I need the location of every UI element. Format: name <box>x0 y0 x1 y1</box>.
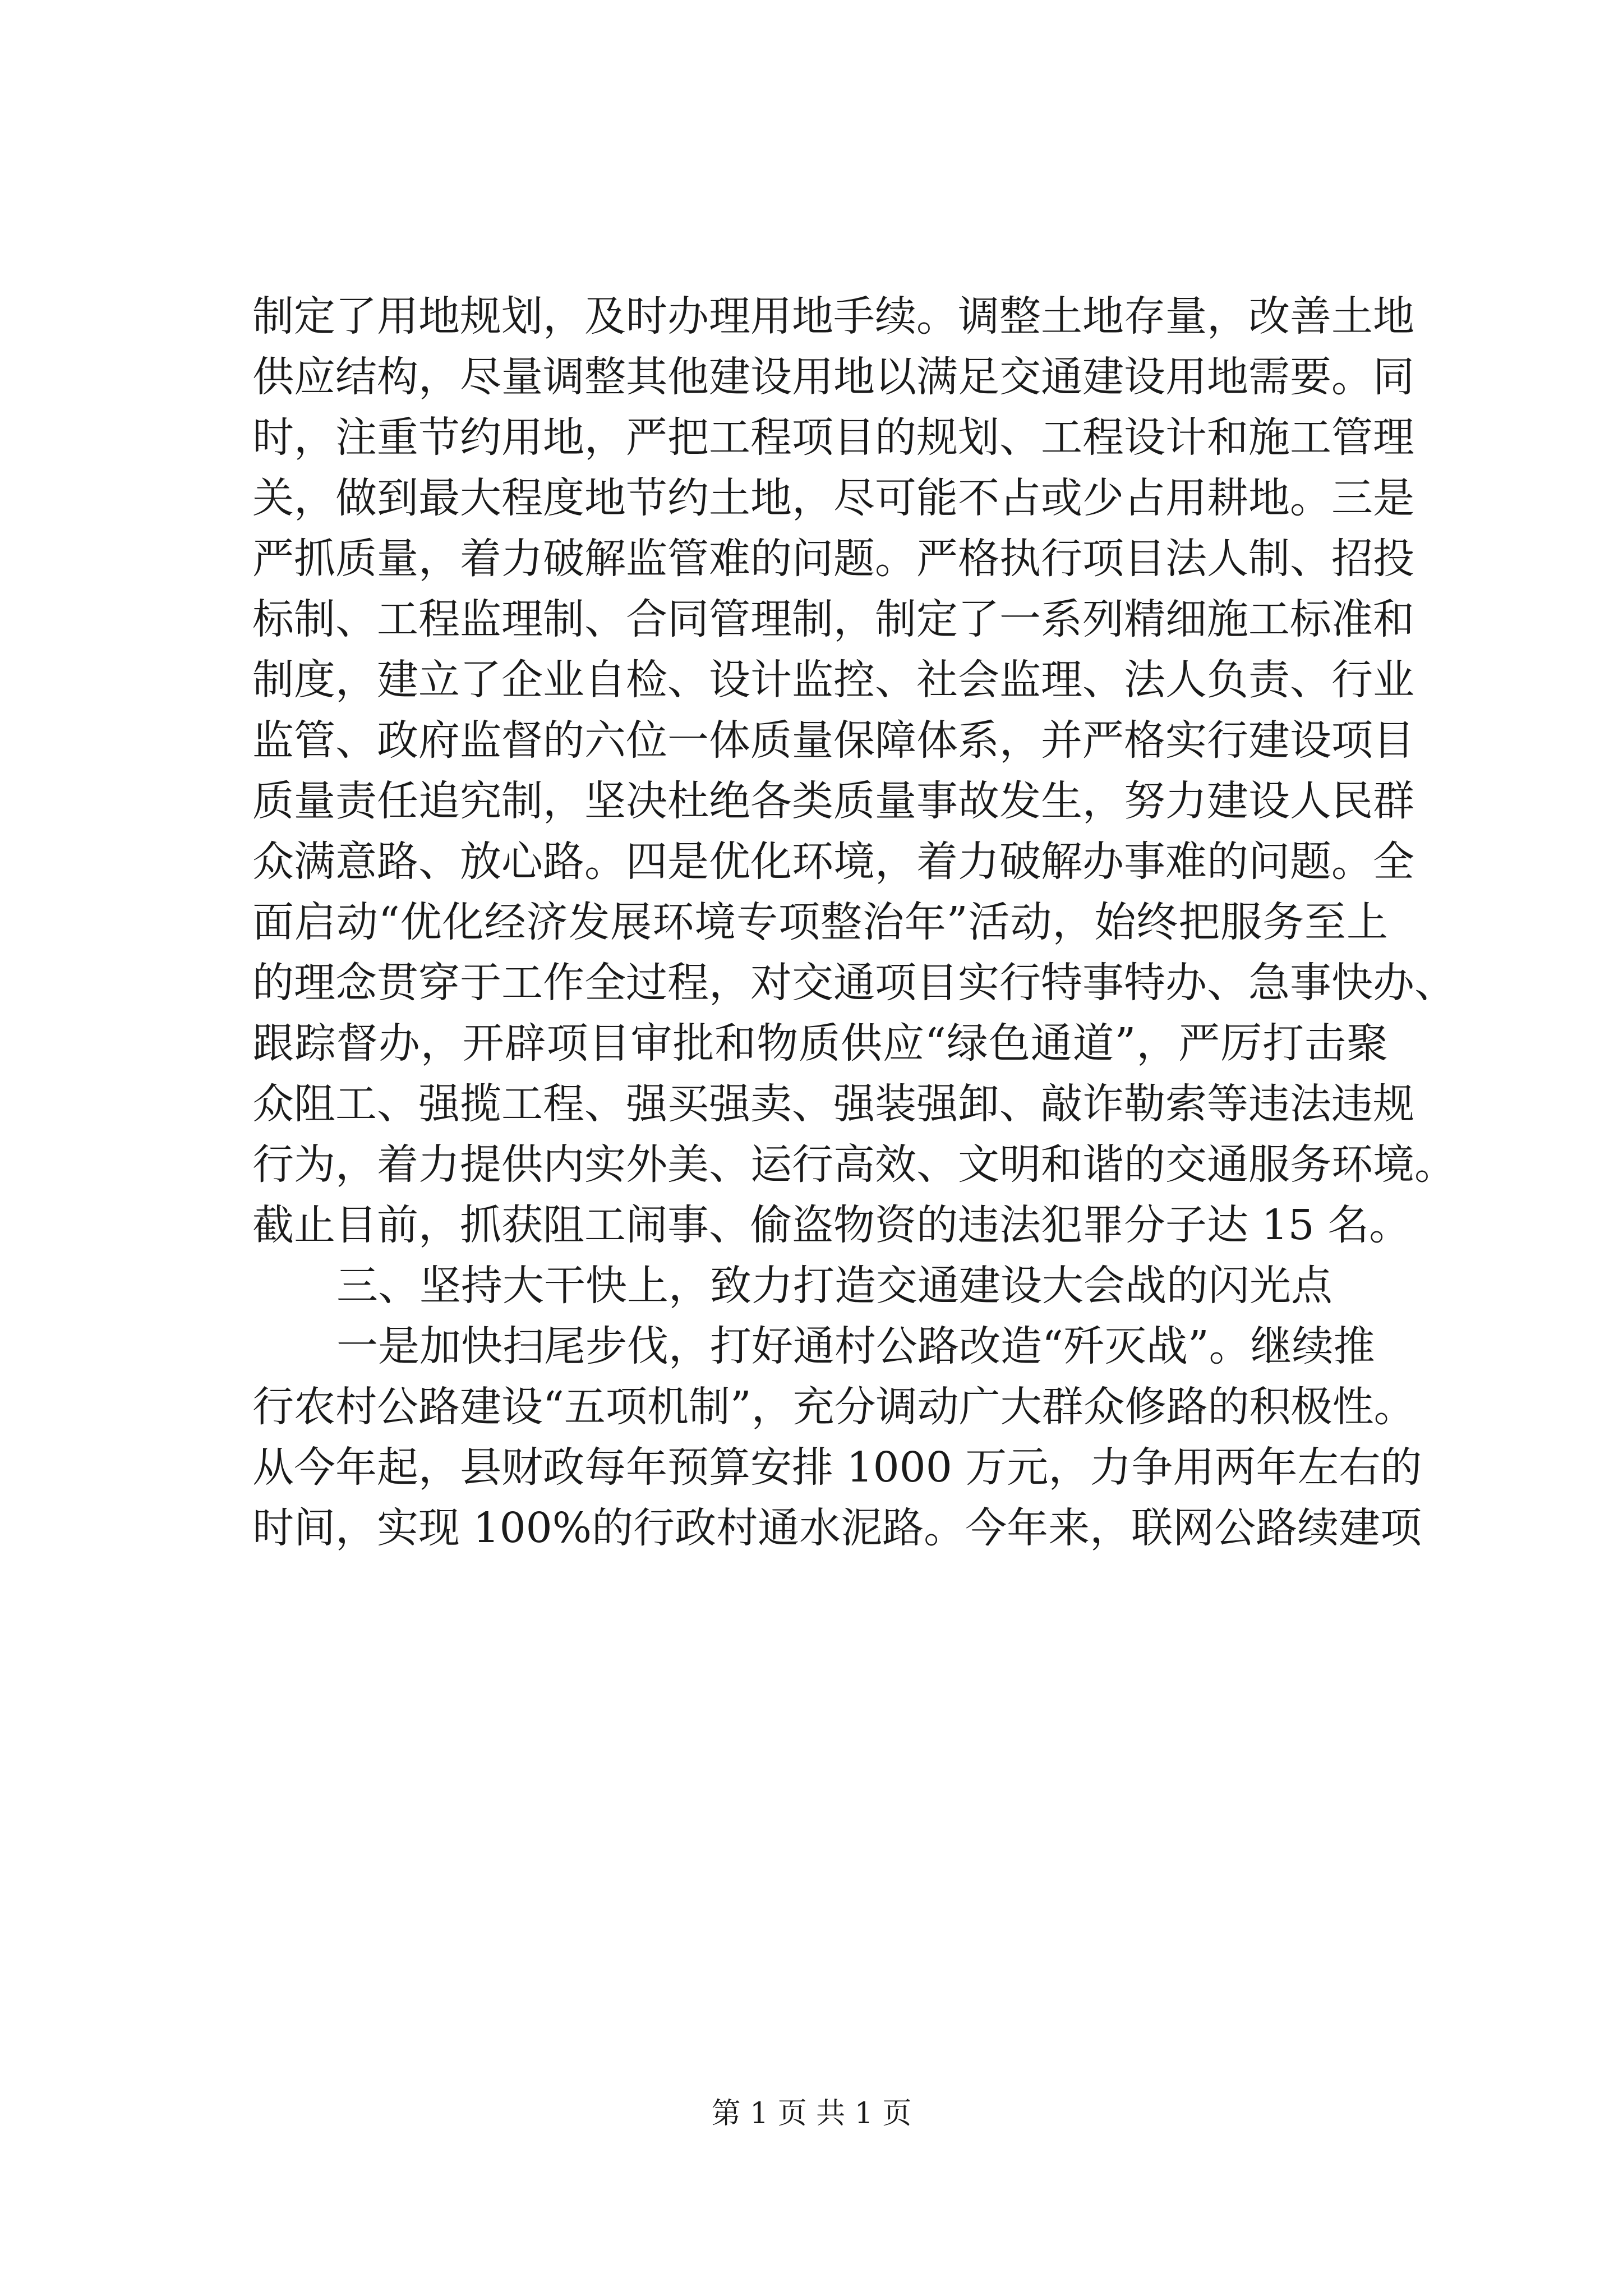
text-line: 众阻工、强揽工程、强买强卖、强装强卸、敲诈勒索等违法违规 <box>252 1080 1414 1128</box>
text-line: 监管、政府监督的六位一体质量保障体系，并严格实行建设项目 <box>252 716 1414 765</box>
document-body <box>252 286 1456 1558</box>
text-line: 的理念贯穿于工作全过程，对交通项目实行特事特办、急事快办、 <box>252 959 1456 1007</box>
text-line: 跟踪督办，开辟项目审批和物质供应“绿色通道”，严厉打击聚 <box>252 1019 1388 1068</box>
text-line: 关，做到最大程度地节约土地，尽可能不占或少占用耕地。三是 <box>252 474 1414 522</box>
text-line: 时间，实现 100%的行政村通水泥路。今年来，联网公路续建项 <box>252 1504 1422 1552</box>
text-line: 行农村公路建设“五项机制”，充分调动广大群众修路的积极性。 <box>252 1383 1415 1431</box>
text-line: 从今年起，县财政每年预算安排 1000 万元，力争用两年左右的 <box>252 1443 1422 1492</box>
text-line: 质量责任追究制，坚决杜绝各类质量事故发生，努力建设人民群 <box>252 777 1414 825</box>
text-line: 一是加快扫尾步伐，打好通村公路改造“歼灭战”。继续推 <box>336 1322 1375 1370</box>
text-line: 截止目前，抓获阻工闹事、偷盗物资的违法犯罪分子达 15 名。 <box>252 1201 1411 1249</box>
text-line: 制度，建立了企业自检、设计监控、社会监理、法人负责、行业 <box>252 656 1414 704</box>
text-line: 供应结构，尽量调整其他建设用地以满足交通建设用地需要。同 <box>252 353 1414 401</box>
text-line: 面启动“优化经济发展环境专项整治年”活动，始终把服务至上 <box>252 898 1388 946</box>
section-heading: 三、坚持大干快上，致力打造交通建设大会战的闪光点 <box>336 1262 1332 1310</box>
text-line: 行为，着力提供内实外美、运行高效、文明和谐的交通服务环境。 <box>252 1140 1456 1189</box>
text-line: 时，注重节约用地，严把工程项目的规划、工程设计和施工管理 <box>252 413 1414 462</box>
text-line: 众满意路、放心路。四是优化环境，着力破解办事难的问题。全 <box>252 838 1414 886</box>
page-number-footer: 第 1 页 共 1 页 <box>711 2097 912 2131</box>
text-line: 严抓质量，着力破解监管难的问题。严格执行项目法人制、招投 <box>252 535 1414 583</box>
text-line: 标制、工程监理制、合同管理制，制定了一系列精细施工标准和 <box>252 595 1414 643</box>
text-line: 制定了用地规划，及时办理用地手续。调整土地存量，改善土地 <box>252 292 1414 341</box>
